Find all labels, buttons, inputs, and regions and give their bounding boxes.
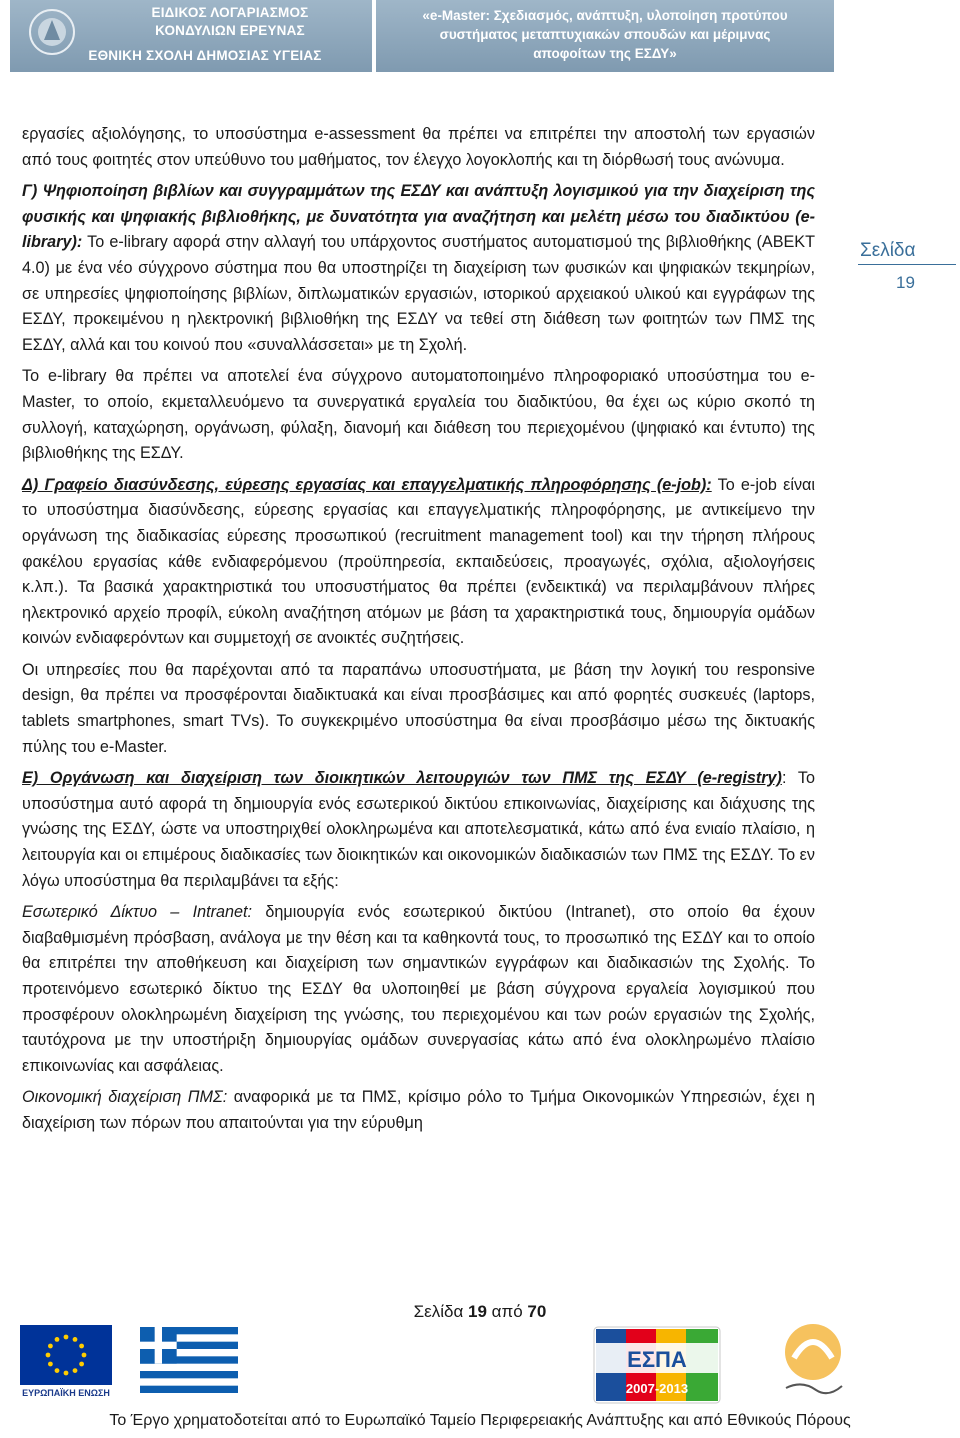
paragraph-intranet-text: δημιουργία ενός εσωτερικού δικτύου (Intranet), στο οποίο θα έχουν διαβαθμισμένη πρόσβαση, ανάλογα με την θέση και τα καθηκοντά τους, το προσωπικό της ΕΣΔΥ και το οποίο θα επιτρέπει την αποθήκευση και διαχείριση των σημαντικών εγγράφων και διαδικασιών της Σχολής. Το προτεινόμενο εσωτερικό δίκτυο της ΕΣΔΥ θα υλοποιηθεί με βάση σύγχρονα εργαλεία λογισμικού που προσφέρουν ολοκληρωμένη διαχείριση της γνώσης, του περιεχομένου και των ροών εργασιών της Σχολής, ταυτόχρονα με την υποστήριξη δημιουργίας ομάδων συνεργασίας κάτω από ένα ολοκληρωμένο πλαίσιο επικοινωνίας και ασφάλειας. xyxy=(22,903,815,1075)
header-left-line1: ΕΙΔΙΚΟΣ ΛΟΓΑΡΙΑΣΜΟΣ xyxy=(151,5,309,20)
subheading-financial: Οικονομική διαχείριση ΠΜΣ: xyxy=(22,1088,228,1107)
espa-text: ΕΣΠΑ xyxy=(627,1347,687,1372)
paragraph-e-registry xyxy=(22,766,815,894)
paragraph-e-registry-text: Το υποσύστημα αυτό αφορά τη δημιουργία ενός εσωτερικού δικτύου επικοινωνίας, διαχείρισης και διάχυσης της γνώσης της ΕΣΔΥ, ώστε να υποστηριχθεί ολοκληρωμένα και αποτελεσματικά, κάτω από ένα ενιαίο πλαίσιο, η λειτουργία και οι επιμέρους διαδικασίες των διοικητικών και οικονομικών διαδικασιών των ΠΜΣ της ΕΣΔΥ. Το εν λόγω υποσύστημα θα περιλαμβάνει τα εξής: xyxy=(22,769,815,890)
header-right-line1: «e-Master: Σχεδιασμός, ανάπτυξη, υλοποίηση προτύπου xyxy=(422,8,788,23)
page-prefix: Σελίδα xyxy=(413,1302,469,1321)
espa-logo xyxy=(592,1325,722,1405)
header-left-line2: ΚΟΝΔΥΛΙΩΝ ΕΡΕΥΝΑΣ xyxy=(155,23,305,38)
espa-years: 2007-2013 xyxy=(625,1381,689,1396)
paragraph-e-library xyxy=(22,179,815,358)
paragraph-e-library-text: Το e-library αφορά στην αλλαγή του υπάρχοντος συστήματος αυτοματισμού της βιβλιοθήκης (ΑΒΕΚΤ 4.0) με ένα νέο σύγχρονο σύστημα που θα υποστηρίζει τη διαχείριση των φυσικών και ψηφιακών τεκμηρίων, σε υπηρεσίες ψηφιοποίησης βιβλίων, διπλωματικών εργασιών, ιστορικού αρχειακού υλικού και εγγράφων της ΕΣΔΥ, προκειμένου η ηλεκτρονική βιβλιοθήκη της ΕΣΔΥ να τεθεί στη διάθεση των φοιτητών των ΠΜΣ της ΕΣΔΥ, αλλά και του κοινού που «συναλλάσσεται» με τη Σχολή. xyxy=(22,233,815,354)
paragraph-financial-text: αναφορικά με τα ΠΜΣ, κρίσιμο ρόλο το Τμήμα Οικονομικών Υπηρεσιών, έχει η διαχείριση των πόρων που απαιτούνται για την εύρυθμη xyxy=(22,1088,815,1132)
paragraph-responsive: Οι υπηρεσίες που θα παρέχονται από τα παραπάνω υποσυστήματα, με βάση την λογική του responsive design, θα πρέπει να προσφέρονται διαδικτυακά και είναι προσβάσιμες και από φορητές συσκευές (laptops, tablets smartphones, smart TVs). Το συγκεκριμένο υποσύστημα θα είναι προσβάσιμο μέσω της δικτυακής πύλης του e-Master. xyxy=(22,660,815,756)
paragraph-e-job-text: Το e-job είναι το υποσύστημα διασύνδεσης, εύρεσης εργασίας και επαγγελματικής πληροφόρησης, με αντικείμενο την οργάνωση της διαδικασίας εύρεσης προσωπικού (recruitment management tool) και την τήρηση πλήρους φακέλου εργασίας κάθε ενδιαφερόμενου (προϋπηρεσία, εκπαιδεύσεις, προαγωγές, σχόλια, αξιολογήσεις κ.λπ.). Τα βασικά χαρακτηριστικά του υποσυστήματος θα πρέπει (ενδεικτικά) να περιλαμβάνουν πλήρες ηλεκτρονικό αρχείο προφίλ, εύκολη αναζήτηση ατόμων με βάση τα χαρακτηριστικά τους, δημιουργία ομάδων κοινών ενδιαφερόντων και συμμετοχή σε ανοικτές συζητήσεις. xyxy=(22,475,815,648)
paragraph-financial xyxy=(22,1085,815,1136)
eu-flag-icon xyxy=(20,1325,112,1385)
page-total: 70 xyxy=(527,1302,547,1321)
header-right-panel xyxy=(376,0,834,72)
funding-statement: Το Έργο χρηματοδοτείται από το Ευρωπαϊκό Ταμείο Περιφερειακής Ανάπτυξης και από Εθνικούς Πόρους xyxy=(109,1412,851,1429)
greek-flag-icon xyxy=(140,1327,238,1393)
section-heading-e-library: Γ) Ψηφιοποίηση βιβλίων και συγγραμμάτων της ΕΣΔΥ και ανάπτυξη λογισμικού για την διαχείριση της φυσικής και ψηφιακής βιβλιοθήκης, με δυνατότητα για αναζήτηση και μελέτη μέσω του διαδικτύου (e-library): xyxy=(22,182,815,252)
section-heading-e-registry: Ε) Οργάνωση και διαχείριση των διοικητικών λειτουργιών των ΠΜΣ της ΕΣΔΥ (e-registry) xyxy=(22,769,782,788)
header-right-line2: συστήματος μεταπτυχιακών σπουδών και μέριμνας xyxy=(439,27,771,42)
heading-colon: : xyxy=(781,769,787,788)
paragraph-e-job xyxy=(22,473,815,652)
subheading-intranet: Εσωτερικό Δίκτυο – Intranet: xyxy=(22,903,253,922)
header-left-panel xyxy=(10,0,372,72)
paragraph-intranet xyxy=(22,900,815,1079)
header-right-line3: αποφοίτων της ΕΣΔΥ» xyxy=(533,46,677,61)
eu-label: ΕΥΡΩΠΑΪΚΗ ΕΝΩΣΗ xyxy=(22,1388,110,1398)
document-body xyxy=(22,122,815,1143)
page-current: 19 xyxy=(468,1302,487,1321)
section-heading-e-job: Δ) Γραφείο διασύνδεσης, εύρεσης εργασίας και επαγγελματικής πληροφόρησης (e-job): xyxy=(22,475,712,494)
paragraph-e-library-goal: Το e-library θα πρέπει να αποτελεί ένα σύγχρονο αυτοματοποιημένο πληροφοριακό υποσύστημα του e-Master, το οποίο, εκμεταλλευόμενο τα συνεργατικά εργαλεία του διαδικτύου, θα έχει ως κύριο σκοπό τη συλλογή, καταχώρηση, οργάνωση, φύλαξη, διανομή και διάθεση του περιεχομένου (ψηφιακό και έντυπο) της βιβλιοθήκης της ΕΣΔΥ. xyxy=(22,367,815,463)
header-left-line3: ΕΘΝΙΚΗ ΣΧΟΛΗ ΔΗΜΟΣΙΑΣ ΥΓΕΙΑΣ xyxy=(88,48,322,63)
side-page-marker xyxy=(858,240,958,293)
side-page-label: Σελίδα xyxy=(858,240,956,265)
side-page-number: 19 xyxy=(896,273,915,292)
program-logo xyxy=(772,1318,854,1404)
page-header xyxy=(10,0,834,72)
page-mid: από xyxy=(486,1302,528,1321)
paragraph-assessment: εργασίες αξιολόγησης, το υποσύστημα e-assessment θα πρέπει να επιτρέπει την αποστολή των εργασιών από τους φοιτητές στον υπεύθυνο του μαθήματος, τον έλεγχο λογοκλοπής και τη διόρθωσή τους ανώνυμα. xyxy=(22,125,815,169)
